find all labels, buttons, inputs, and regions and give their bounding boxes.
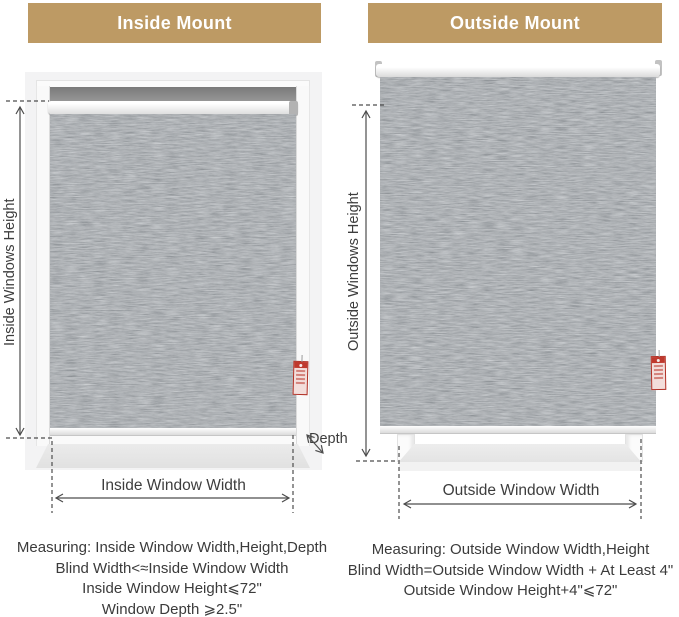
inside-blind-bottom-rail <box>50 428 296 436</box>
note-line: Outside Window Height+4"⩽72" <box>403 582 618 599</box>
outside-window-sill <box>397 444 643 464</box>
inside-window-sill-face <box>50 436 296 444</box>
outside-mount-title: Outside Mount <box>450 12 580 33</box>
inside-window-frame-top <box>36 80 310 88</box>
inside-measuring-notes <box>4 538 340 617</box>
hang-tag-icon <box>651 356 667 390</box>
inside-window-sill <box>36 444 310 468</box>
tag-head <box>294 362 307 368</box>
outside-width-label: Outside Window Width <box>442 482 600 499</box>
note-line: Measuring: Outside Window Width,Height <box>371 541 650 558</box>
inside-width-label: Inside Window Width <box>101 477 246 494</box>
outside-roller-bar <box>376 64 660 77</box>
hang-tag-icon <box>293 361 309 395</box>
inside-blind-fabric <box>50 114 296 428</box>
tag-string <box>658 350 659 357</box>
outside-blind-fabric <box>380 77 656 426</box>
tag-string <box>301 355 302 362</box>
note-line: Measuring: Inside Window Width,Height,Depth <box>16 539 328 556</box>
outside-height-label: Outside Windows Height <box>346 192 362 352</box>
inside-window-jamb-left <box>36 86 50 446</box>
outside-mount-header <box>368 3 662 43</box>
inside-mount-header <box>28 3 321 43</box>
note-line: Inside Window Height⩽72" <box>82 580 262 597</box>
inside-roller-bar <box>48 101 298 114</box>
inside-mount-title: Inside Mount <box>117 12 232 33</box>
depth-label: Depth <box>309 431 348 447</box>
tag-head <box>652 357 665 363</box>
note-line: Blind Width<≈Inside Window Width <box>55 559 289 577</box>
outside-window-sill-face <box>399 462 641 471</box>
outside-measuring-notes <box>342 540 679 602</box>
note-line: Blind Width=Outside Window Width + At Least 4" <box>347 561 674 579</box>
outside-blind-bottom-rail <box>380 426 656 434</box>
inside-height-label: Inside Windows Height <box>2 198 18 346</box>
note-line: Window Depth ⩾2.5" <box>101 600 243 617</box>
